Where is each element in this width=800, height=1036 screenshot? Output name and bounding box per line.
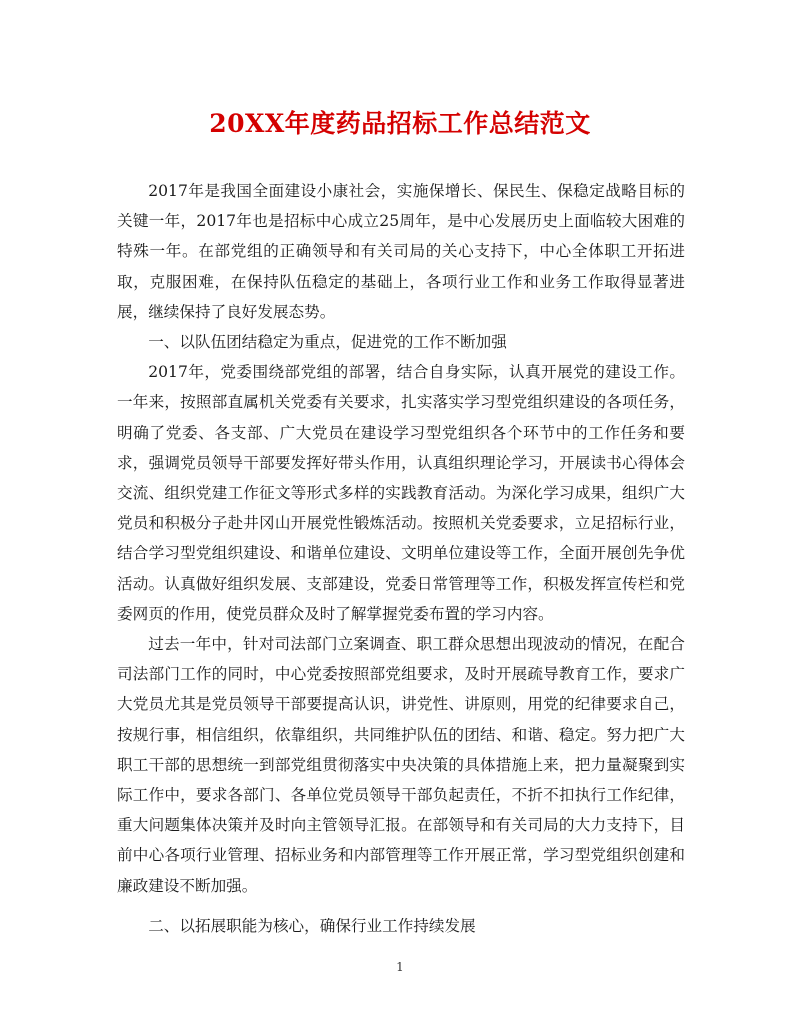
paragraph-intro: 2017年是我国全面建设小康社会，实施保增长、保民生、保稳定战略目标的关键一年，2017年也是招标中心成立25周年，是中心发展历史上面临较大困难的特殊一年。在部党组的正确领导和有关司局的关心支持下，中心全体职工开拓进取，克服困难，在保持队伍稳定的基础上，各项行业工作和业务工作取得显著进展，继续保持了良好发展态势。 — [117, 182, 685, 321]
paragraph-party-building: 2017年，党委围绕部党组的部署，结合自身实际，认真开展党的建设工作。一年来，按照部直属机关党委有关要求，扎实落实学习型党组织建设的各项任务，明确了党委、各支部、广大党员在建设学习型党组织各个环节中的工作任务和要求，强调党员领导干部要发挥好带头作用，认真组织理论学习，开展读书心得体会交流、组织党建工作征文等形式多样的实践教育活动。为深化学习成果，组织广大党员和积极分子赴井冈山开展党性锻炼活动。按照机关党委要求，立足招标行业，结合学习型党组织建设、和谐单位建设、文明单位建设等工作，全面开展创先争优活动。认真做好组织发展、支部建设，党委日常管理等工作，积极发挥宣传栏和党委网页的作用，使党员群众及时了解掌握党委布置的学习内容。 — [117, 363, 685, 623]
section-heading-2: 二、以拓展职能为核心，确保行业工作持续发展 — [148, 916, 476, 935]
document-body — [117, 176, 685, 941]
section-heading-1: 一、以队伍团结稳定为重点，促进党的工作不断加强 — [148, 333, 507, 352]
page-title: 20XX年度药品招标工作总结范文 — [209, 109, 591, 138]
paragraph-stability: 过去一年中，针对司法部门立案调查、职工群众思想出现波动的情况，在配合司法部门工作的同时，中心党委按照部党组要求，及时开展疏导教育工作，要求广大党员尤其是党员领导干部要提高认识，讲党性、讲原则，用党的纪律要求自己，按规行事，相信组织，依靠组织，共同维护队伍的团结、和谐、稳定。努力把广大职工干部的思想统一到部党组贯彻落实中央决策的具体措施上来，把力量凝聚到实际工作中，要求各部门、各单位党员领导干部负起责任，不折不扣执行工作纪律，重大问题集体决策并及时向主管领导汇报。在部领导和有关司局的大力支持下，目前中心各项行业管理、招标业务和内部管理等工作开展正常，学习型党组织创建和廉政建设不断加强。 — [117, 635, 685, 895]
page-number: 1 — [396, 960, 404, 974]
